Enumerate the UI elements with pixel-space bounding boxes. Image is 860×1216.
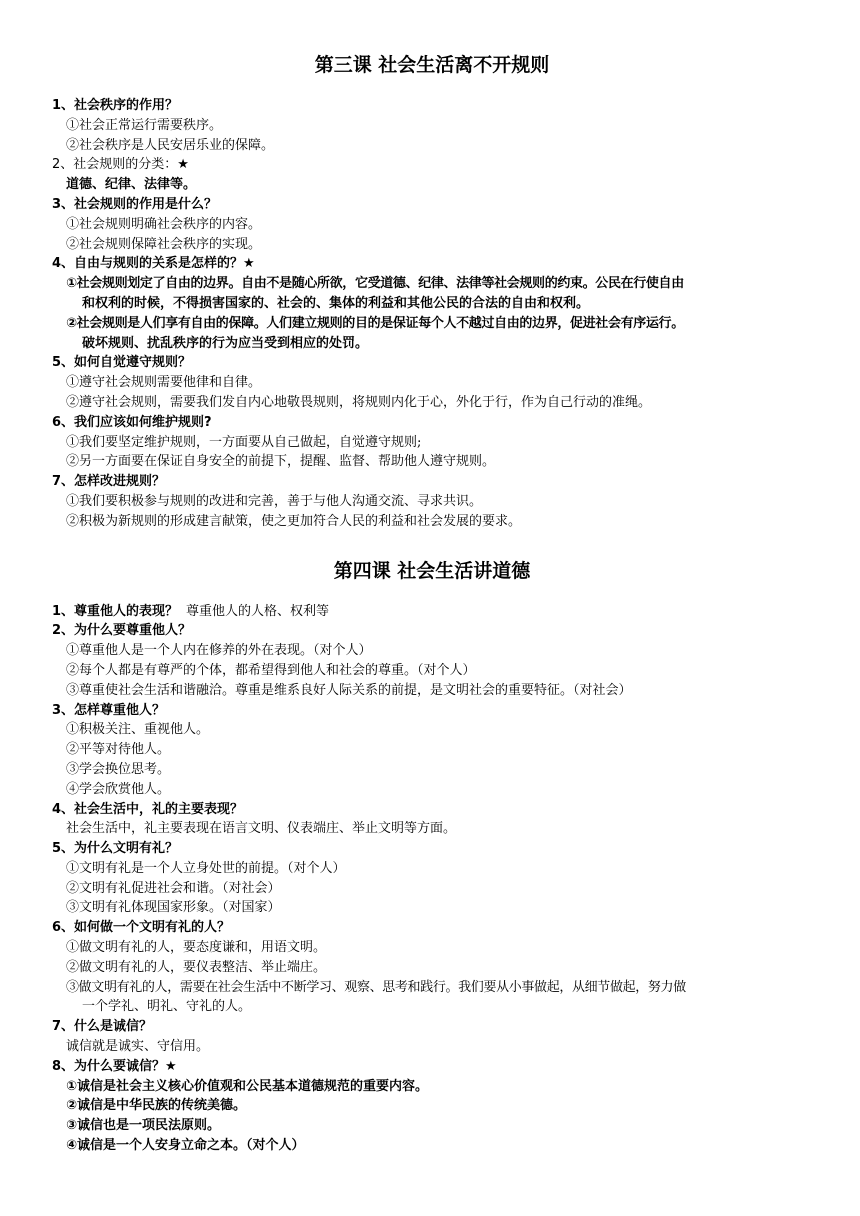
lesson4-answer-6-3: ③做文明有礼的人，需要在社会生活中不断学习、观察、思考和践行。我们要从小事做起，从细节做起，努力做: [66, 979, 686, 995]
lesson4-answer-5-3: ③文明有礼体现国家形象。（对国家）: [66, 900, 281, 916]
lesson4-answer-3-1: ①积极关注、重视他人。: [66, 722, 210, 738]
lesson4-answer-8-2: ②诚信是中华民族的传统美德。: [66, 1098, 247, 1114]
lesson4-answer-6-3-cont: 一个学礼、明礼、守礼的人。: [82, 999, 252, 1015]
lesson4-question-7: 7、什么是诚信？: [52, 1019, 153, 1035]
lesson3-question-5: 5、如何自觉遵守规则？: [52, 355, 192, 371]
lesson4-question-4: 4、社会生活中，礼的主要表现？: [52, 801, 244, 817]
lesson4-question-5: 5、为什么文明有礼？: [52, 841, 179, 857]
lesson4-question-8: 8、为什么要诚信？★: [52, 1058, 177, 1074]
lesson4-answer-3-4: ④学会欣赏他人。: [66, 781, 171, 797]
lesson3-answer-4-1: ①社会规则划定了自由的边界。自由不是随心所欲，它受道德、纪律、法律等社会规则的约束。公民在行使自由: [66, 276, 684, 292]
lesson4-question-3: 3、怎样尊重他人？: [52, 702, 166, 718]
lesson3-answer-1-1: ①社会正常运行需要秩序。: [66, 117, 223, 133]
lesson4-answer-8-3: ③诚信也是一项民法原则。: [66, 1118, 221, 1134]
lesson4-answer-3-2: ②平等对待他人。: [66, 742, 171, 758]
lesson3-question-4: 4、自由与规则的关系是怎样的？★: [52, 256, 255, 272]
lesson4-answer-8-4: ④诚信是一个人安身立命之本。（对个人）: [66, 1138, 305, 1154]
lesson3-answer-6-1: ①我们要坚定维护规则，一方面要从自己做起，自觉遵守规则;: [66, 434, 422, 450]
lesson3-title: 第三课 社会生活离不开规则: [314, 54, 550, 76]
lesson3-answer-3-1: ①社会规则明确社会秩序的内容。: [66, 216, 262, 232]
lesson4-question-6: 6、如何做一个文明有礼的人？: [52, 920, 231, 936]
lesson3-question-1: 1、社会秩序的作用？: [52, 98, 179, 113]
lesson3-question-6: 6、我们应该如何维护规则?: [52, 414, 212, 430]
lesson3-answer-7-1: ①我们要积极参与规则的改进和完善，善于与他人沟通交流、寻求共识。: [66, 493, 483, 509]
lesson4-answer-6-1: ①做文明有礼的人，要态度谦和，用语文明。: [66, 940, 327, 956]
lesson4-title: 第四课 社会生活讲道德: [333, 559, 531, 582]
lesson4-answer-4-1: 社会生活中，礼主要表现在语言文明、仪表端庄、举止文明等方面。: [66, 821, 457, 837]
lesson3-question-2: 2、社会规则的分类：★: [52, 157, 189, 173]
lesson3-answer-3-2: ②社会规则保障社会秩序的实现。: [66, 236, 262, 252]
lesson3-answer-7-2: ②积极为新规则的形成建言献策，使之更加符合人民的利益和社会发展的要求。: [66, 513, 522, 529]
lesson4-question-2: 2、为什么要尊重他人？: [52, 623, 192, 639]
lesson3-answer-4-2: ②社会规则是人们享有自由的保障。人们建立规则的目的是保证每个人不越过自由的边界，促进社会有序运行。: [66, 315, 684, 331]
lesson4-answer-8-1: ①诚信是社会主义核心价值观和公民基本道德规范的重要内容。: [66, 1078, 429, 1094]
document-page: [52, 50, 812, 1156]
lesson4-answer-5-2: ②文明有礼促进社会和谐。（对社会）: [66, 880, 281, 896]
lesson3-answer-2-1: 道德、纪律、法律等。: [66, 177, 197, 193]
lesson4-question-1-label: 1、尊重他人的表现？: [52, 603, 179, 619]
lesson3-answer-5-1: ①遵守社会规则需要他律和自律。: [66, 375, 262, 391]
lesson4-answer-2-3: ③尊重使社会生活和谐融洽。尊重是维系良好人际关系的前提，是文明社会的重要特征。（对社会）: [66, 682, 632, 698]
lesson3-answer-5-2: ②遵守社会规则，需要我们发自内心地敬畏规则，将规则内化于心，外化于行，作为自己行动的准绳。: [66, 394, 652, 410]
lesson3-answer-6-2: ②另一方面要在保证自身安全的前提下，提醒、监督、帮助他人遵守规则。: [66, 454, 496, 470]
lesson3-answer-4-1-cont: 和权利的时候，不得损害国家的、社会的、集体的利益和其他公民的合法的自由和权利。: [82, 295, 590, 311]
lesson4-answer-2-2: ②每个人都是有尊严的个体，都希望得到他人和社会的尊重。（对个人）: [66, 662, 476, 678]
lesson4-answer-5-1: ①文明有礼是一个人立身处世的前提。（对个人）: [66, 860, 346, 876]
lesson4-answer-3-3: ③学会换位思考。: [66, 761, 171, 777]
lesson4-question-1: [52, 602, 812, 622]
lesson4-answer-1-inline: 尊重他人的人格、权利等: [186, 603, 330, 619]
lesson4-answer-2-1: ①尊重他人是一个人内在修养的外在表现。（对个人）: [66, 643, 372, 659]
lesson3-question-7: 7、怎样改进规则？: [52, 474, 166, 490]
lesson3-answer-4-2-cont: 破坏规则、扰乱秩序的行为应当受到相应的处罚。: [82, 335, 369, 351]
lesson3-answer-1-2: ②社会秩序是人民安居乐业的保障。: [66, 137, 275, 153]
lesson3-question-3: 3、社会规则的作用是什么？: [52, 196, 218, 212]
lesson4-answer-6-2: ②做文明有礼的人，要仪表整洁、举止端庄。: [66, 959, 327, 975]
lesson4-answer-7-1: 诚信就是诚实、守信用。: [66, 1039, 210, 1055]
